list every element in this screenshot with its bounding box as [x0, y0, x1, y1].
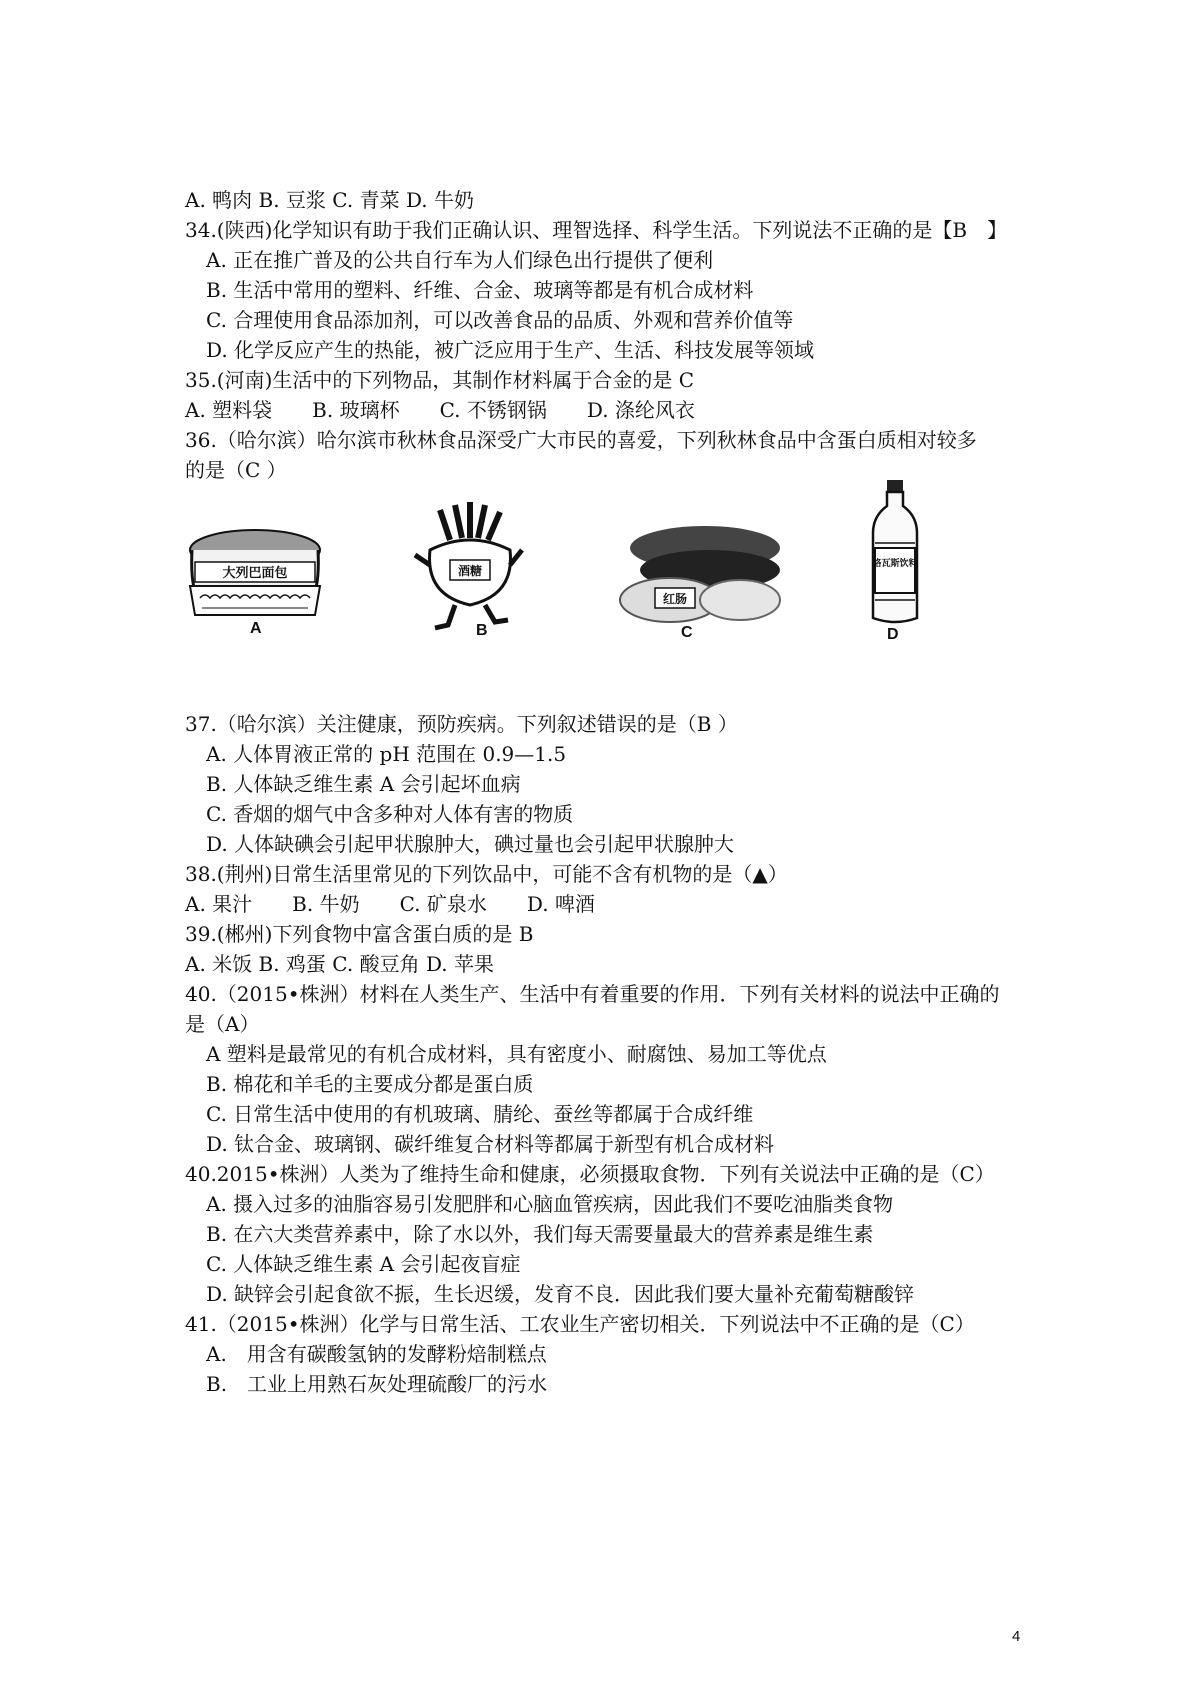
q37-option-b: B. 人体缺乏维生素 A 会引起坏血病 — [206, 772, 521, 796]
figure-b-label: B — [476, 622, 488, 639]
figure-a-label: A — [250, 620, 262, 637]
q34-option-a: A. 正在推广普及的公共自行车为人们绿色出行提供了便利 — [206, 248, 714, 272]
figure-a-label-text: 大列巴面包 — [222, 566, 288, 581]
figure-b-mascot — [410, 500, 530, 635]
q34-option-d: D. 化学反应产生的热能，被广泛应用于生产、生活、科技发展等领域 — [206, 338, 815, 362]
question-40b: 40.2015•株洲）人类为了维持生命和健康，必须摄取食物．下列有关说法中正确的是（C） — [185, 1162, 995, 1186]
q37-option-d: D. 人体缺碘会引起甲状腺肿大，碘过量也会引起甲状腺肿大 — [206, 832, 735, 856]
q34-option-c: C. 合理使用食品添加剂，可以改善食品的品质、外观和营养价值等 — [206, 308, 794, 332]
q34-option-b: B. 生活中常用的塑料、纤维、合金、玻璃等都是有机合成材料 — [206, 278, 754, 302]
q41-option-a: A. 用含有碳酸氢钠的发酵粉焙制糕点 — [206, 1342, 547, 1366]
figure-d-label: D — [887, 626, 899, 643]
q40a-option-c: C. 日常生活中使用的有机玻璃、腈纶、蚕丝等都属于合成纤维 — [206, 1102, 754, 1126]
q37-option-a: A. 人体胃液正常的 pH 范围在 0.9—1.5 — [206, 742, 567, 766]
q40b-option-c: C. 人体缺乏维生素 A 会引起夜盲症 — [206, 1252, 521, 1276]
question-36: 36.（哈尔滨）哈尔滨市秋林食品深受广大市民的喜爱，下列秋林食品中含蛋白质相对较多 — [185, 428, 977, 452]
figure-c-sausage — [610, 520, 790, 630]
q39-options: A. 米饭 B. 鸡蛋 C. 酸豆角 D. 苹果 — [185, 952, 494, 976]
q36-figures — [0, 520, 1200, 705]
question-40a-cont: 是（A） — [185, 1012, 260, 1036]
q40a-option-b: B. 棉花和羊毛的主要成分都是蛋白质 — [206, 1072, 534, 1096]
q40a-option-a: A 塑料是最常见的有机合成材料，具有密度小、耐腐蚀、易加工等优点 — [206, 1042, 827, 1066]
question-40a: 40.（2015•株洲）材料在人类生产、生活中有着重要的作用．下列有关材料的说法中正确的 — [185, 982, 1000, 1006]
q40b-option-a: A. 摄入过多的油脂容易引发肥胖和心脑血管疾病，因此我们不要吃油脂类食物 — [206, 1192, 894, 1216]
figure-c-label-text: 红肠 — [662, 592, 688, 606]
q40b-option-d: D. 缺锌会引起食欲不振，生长迟缓，发育不良．因此我们要大量补充葡萄糖酸锌 — [206, 1282, 915, 1306]
q35-options: A. 塑料袋 B. 玻璃杯 C. 不锈钢锅 D. 涤纶风衣 — [185, 398, 695, 422]
q37-option-c: C. 香烟的烟气中含多种对人体有害的物质 — [206, 802, 574, 826]
figure-d-label-text: 格瓦斯饮料 — [872, 559, 918, 569]
question-38: 38.(荆州)日常生活里常见的下列饮品中，可能不含有机物的是（▲） — [185, 862, 788, 886]
question-36-cont: 的是（C ） — [185, 458, 287, 482]
figure-c-label: C — [681, 624, 693, 641]
q41-option-b: B. 工业上用熟石灰处理硫酸厂的污水 — [206, 1372, 548, 1396]
figure-b-label-text: 酒糖 — [457, 564, 483, 578]
question-35: 35.(河南)生活中的下列物品，其制作材料属于合金的是 C — [185, 368, 695, 392]
q40b-option-b: B. 在六大类营养素中，除了水以外，我们每天需要量最大的营养素是维生素 — [206, 1222, 874, 1246]
question-39: 39.(郴州)下列食物中富含蛋白质的是 B — [185, 922, 534, 946]
figure-d-bottle — [865, 478, 925, 628]
question-41: 41.（2015•株洲）化学与日常生活、工农业生产密切相关．下列说法中不正确的是（C） — [185, 1312, 975, 1336]
question-34: 34.(陕西)化学知识有助于我们正确认识、理智选择、科学生活。下列说法不正确的是【B 】 — [185, 218, 1008, 242]
q40a-option-d: D. 钛合金、玻璃钢、碳纤维复合材料等都属于新型有机合成材料 — [206, 1132, 775, 1156]
option-line-33: A. 鸭肉 B. 豆浆 C. 青菜 D. 牛奶 — [185, 188, 474, 212]
question-37: 37.（哈尔滨）关注健康，预防疾病。下列叙述错误的是（B ） — [185, 712, 738, 736]
q38-options: A. 果汁 B. 牛奶 C. 矿泉水 D. 啤酒 — [185, 892, 595, 916]
page-number: 4 — [1012, 1628, 1021, 1645]
